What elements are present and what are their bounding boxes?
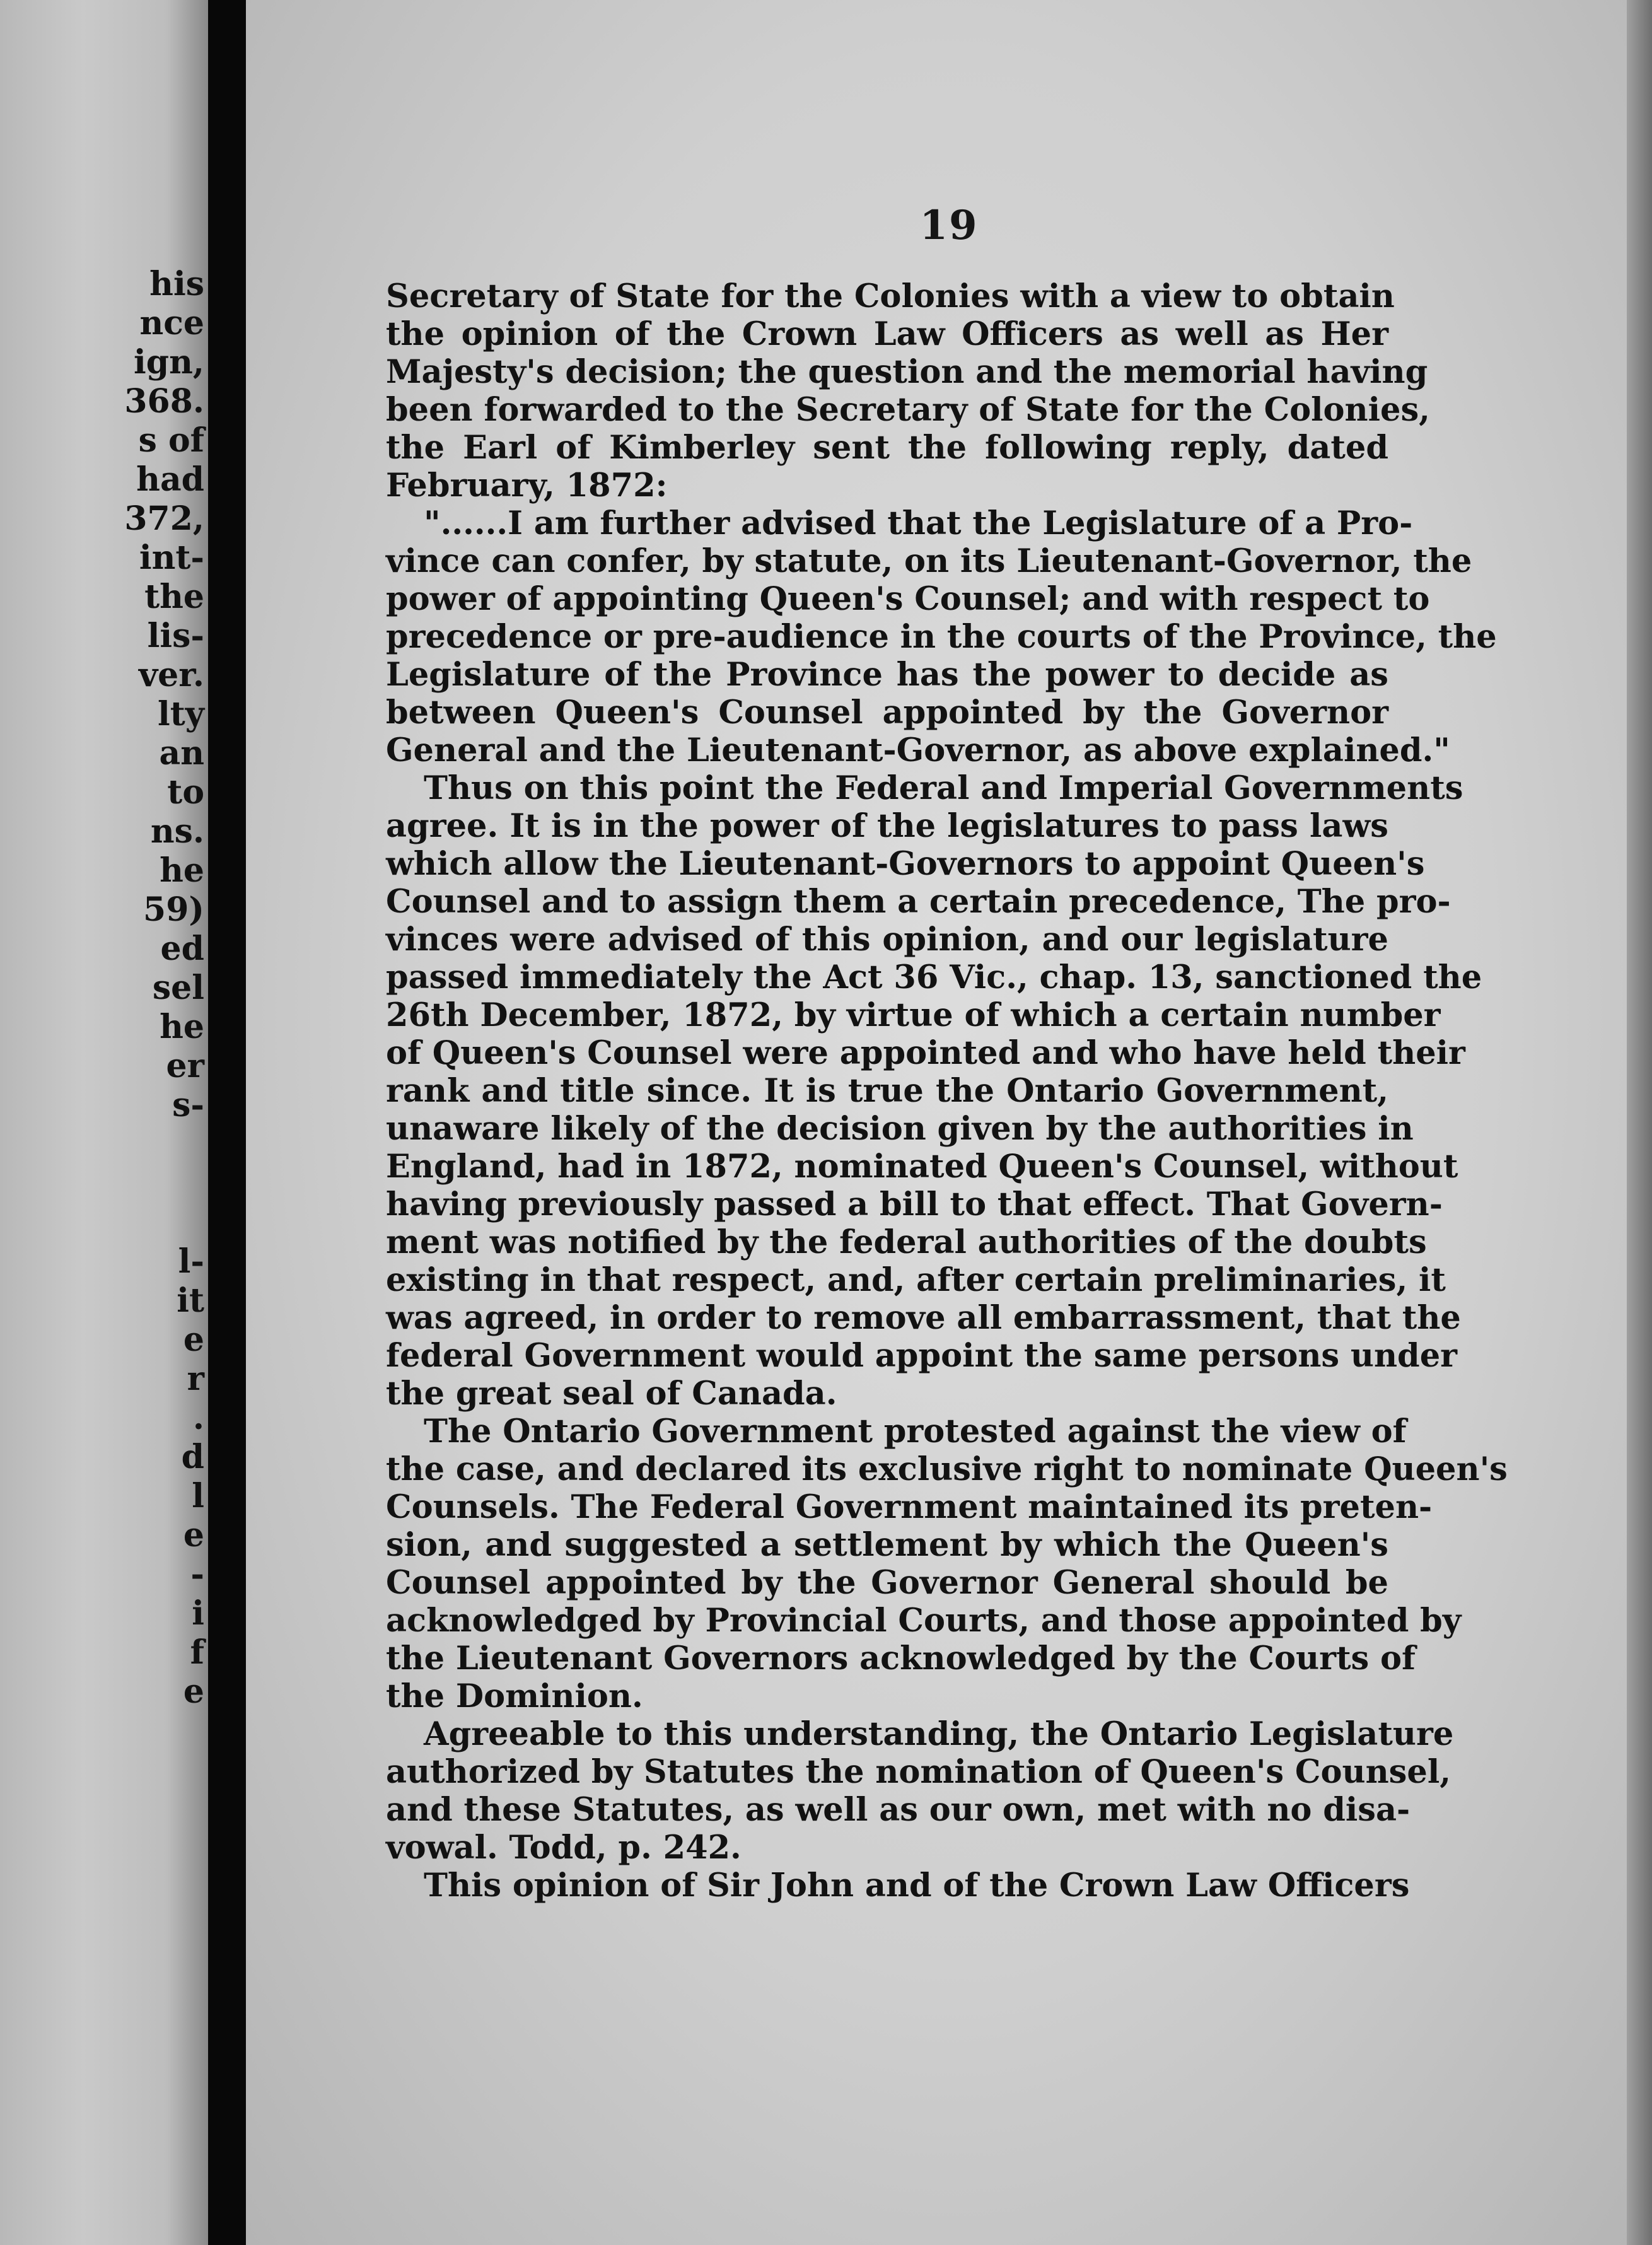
text-line: the great seal of Canada. <box>386 1375 837 1413</box>
left-fragment: r <box>187 1360 204 1398</box>
text-line: been forwarded to the Secretary of State for the Colonies, <box>386 391 1430 429</box>
text-line: the Lieutenant Governors acknowledged by the Courts of <box>386 1640 1416 1677</box>
text-line: and these Statutes, as well as our own, met with no disa- <box>386 1791 1411 1829</box>
left-fragment: had <box>136 460 204 499</box>
page-number: 19 <box>919 202 979 249</box>
left-fragment: f <box>190 1633 204 1672</box>
text-line: precedence or pre-audience in the courts of the Province, the <box>386 618 1497 656</box>
text-line: Agreeable to this understanding, the Ontario Legislature <box>424 1715 1454 1753</box>
text-line: vince can confer, by statute, on its Lieutenant-Governor, the <box>386 542 1472 580</box>
left-fragment: he <box>160 1008 204 1046</box>
left-fragment: l <box>192 1477 204 1515</box>
text-line: authorized by Statutes the nomination of Queen's Counsel, <box>386 1753 1451 1791</box>
left-fragment: - <box>190 1555 204 1594</box>
left-fragment: lis- <box>147 617 204 655</box>
binding-gutter <box>208 0 246 2245</box>
left-fragment: l- <box>178 1242 204 1281</box>
left-fragment: an <box>159 734 204 773</box>
fragment-gap <box>53 1125 204 1242</box>
left-fragment: nce <box>139 304 204 342</box>
left-fragment: his <box>149 265 204 303</box>
text-line: the opinion of the Crown Law Officers as well as Her <box>386 315 1388 353</box>
text-line: passed immediately the Act 36 Vic., chap. 13, sanctioned the <box>386 959 1482 996</box>
left-fragment: 368. <box>124 382 204 421</box>
text-line: of Queen's Counsel were appointed and who have held their <box>386 1034 1465 1072</box>
page-body-text <box>386 277 1508 1904</box>
text-line: having previously passed a bill to that effect. That Govern- <box>386 1186 1443 1223</box>
left-fragment: lty <box>158 695 204 733</box>
text-line: Majesty's decision; the question and the memorial having <box>386 353 1428 391</box>
text-line: Thus on this point the Federal and Imperial Governments <box>424 769 1463 807</box>
text-line: The Ontario Government protested against the view of <box>424 1413 1407 1450</box>
text-line: the case, and declared its exclusive right to nominate Queen's <box>386 1450 1508 1488</box>
left-fragment: to <box>167 773 204 812</box>
left-fragment: 59) <box>143 890 204 929</box>
text-line: rank and title since. It is true the Ontario Government, <box>386 1072 1388 1110</box>
left-fragment: e <box>183 1516 204 1554</box>
text-line: vowal. Todd, p. 242. <box>386 1829 742 1867</box>
page-edge-shadow <box>1627 0 1652 2245</box>
text-line: This opinion of Sir John and of the Crown Law Officers <box>424 1867 1410 1904</box>
text-line: 26th December, 1872, by virtue of which a certain number <box>386 996 1441 1034</box>
left-fragment: . <box>192 1399 204 1437</box>
text-line: power of appointing Queen's Counsel; and with respect to <box>386 580 1430 618</box>
text-line: sion, and suggested a settlement by which the Queen's <box>386 1526 1388 1564</box>
left-fragment: e <box>183 1672 204 1711</box>
left-fragment: e <box>183 1321 204 1359</box>
left-fragment: i <box>192 1594 204 1633</box>
text-line: federal Government would appoint the same persons under <box>386 1337 1458 1375</box>
left-fragment: 372, <box>124 499 204 538</box>
left-fragment: the <box>144 578 204 616</box>
text-line: agree. It is in the power of the legislatures to pass laws <box>386 807 1388 845</box>
left-fragment: er <box>166 1047 204 1085</box>
left-fragment: ver. <box>138 656 204 694</box>
text-line: General and the Lieutenant-Governor, as above explained." <box>386 732 1450 769</box>
previous-page-edge <box>0 0 208 2245</box>
book-page <box>246 0 1652 2245</box>
left-fragment: s- <box>172 1086 204 1124</box>
text-line: the Earl of Kimberley sent the following reply, dated <box>386 429 1388 467</box>
left-fragment: ed <box>160 930 204 968</box>
text-line: existing in that respect, and, after certain preliminaries, it <box>386 1261 1446 1299</box>
text-line: Counsels. The Federal Government maintained its preten- <box>386 1488 1433 1526</box>
text-line: Counsel appointed by the Governor General should be <box>386 1564 1388 1602</box>
left-fragment: d <box>181 1438 204 1476</box>
left-fragment: int- <box>139 539 204 577</box>
text-line: vinces were advised of this opinion, and our legislature <box>386 921 1388 959</box>
left-fragment: it <box>177 1281 204 1320</box>
text-line: February, 1872: <box>386 467 668 504</box>
text-line: acknowledged by Provincial Courts, and those appointed by <box>386 1602 1462 1640</box>
text-line: was agreed, in order to remove all embarrassment, that the <box>386 1299 1461 1337</box>
text-line: which allow the Lieutenant-Governors to appoint Queen's <box>386 845 1425 883</box>
left-fragment: ign, <box>133 343 204 382</box>
text-line: between Queen's Counsel appointed by the Governor <box>386 694 1388 732</box>
text-line: Secretary of State for the Colonies with a view to obtain <box>386 277 1395 315</box>
text-line: England, had in 1872, nominated Queen's Counsel, without <box>386 1148 1458 1186</box>
text-line: the Dominion. <box>386 1677 643 1715</box>
text-line: Counsel and to assign them a certain precedence, The pro- <box>386 883 1451 921</box>
left-fragment: ns. <box>150 812 204 851</box>
left-fragment: sel <box>152 969 204 1007</box>
left-fragment: s of <box>138 421 204 460</box>
text-line: unaware likely of the decision given by the authorities in <box>386 1110 1414 1148</box>
text-line: Legislature of the Province has the power to decide as <box>386 656 1388 694</box>
text-line: ment was notified by the federal authorities of the doubts <box>386 1223 1427 1261</box>
text-line: "......I am further advised that the Legislature of a Pro- <box>424 504 1413 542</box>
left-fragment: he <box>160 851 204 890</box>
previous-page-text-fragments <box>53 265 204 1711</box>
